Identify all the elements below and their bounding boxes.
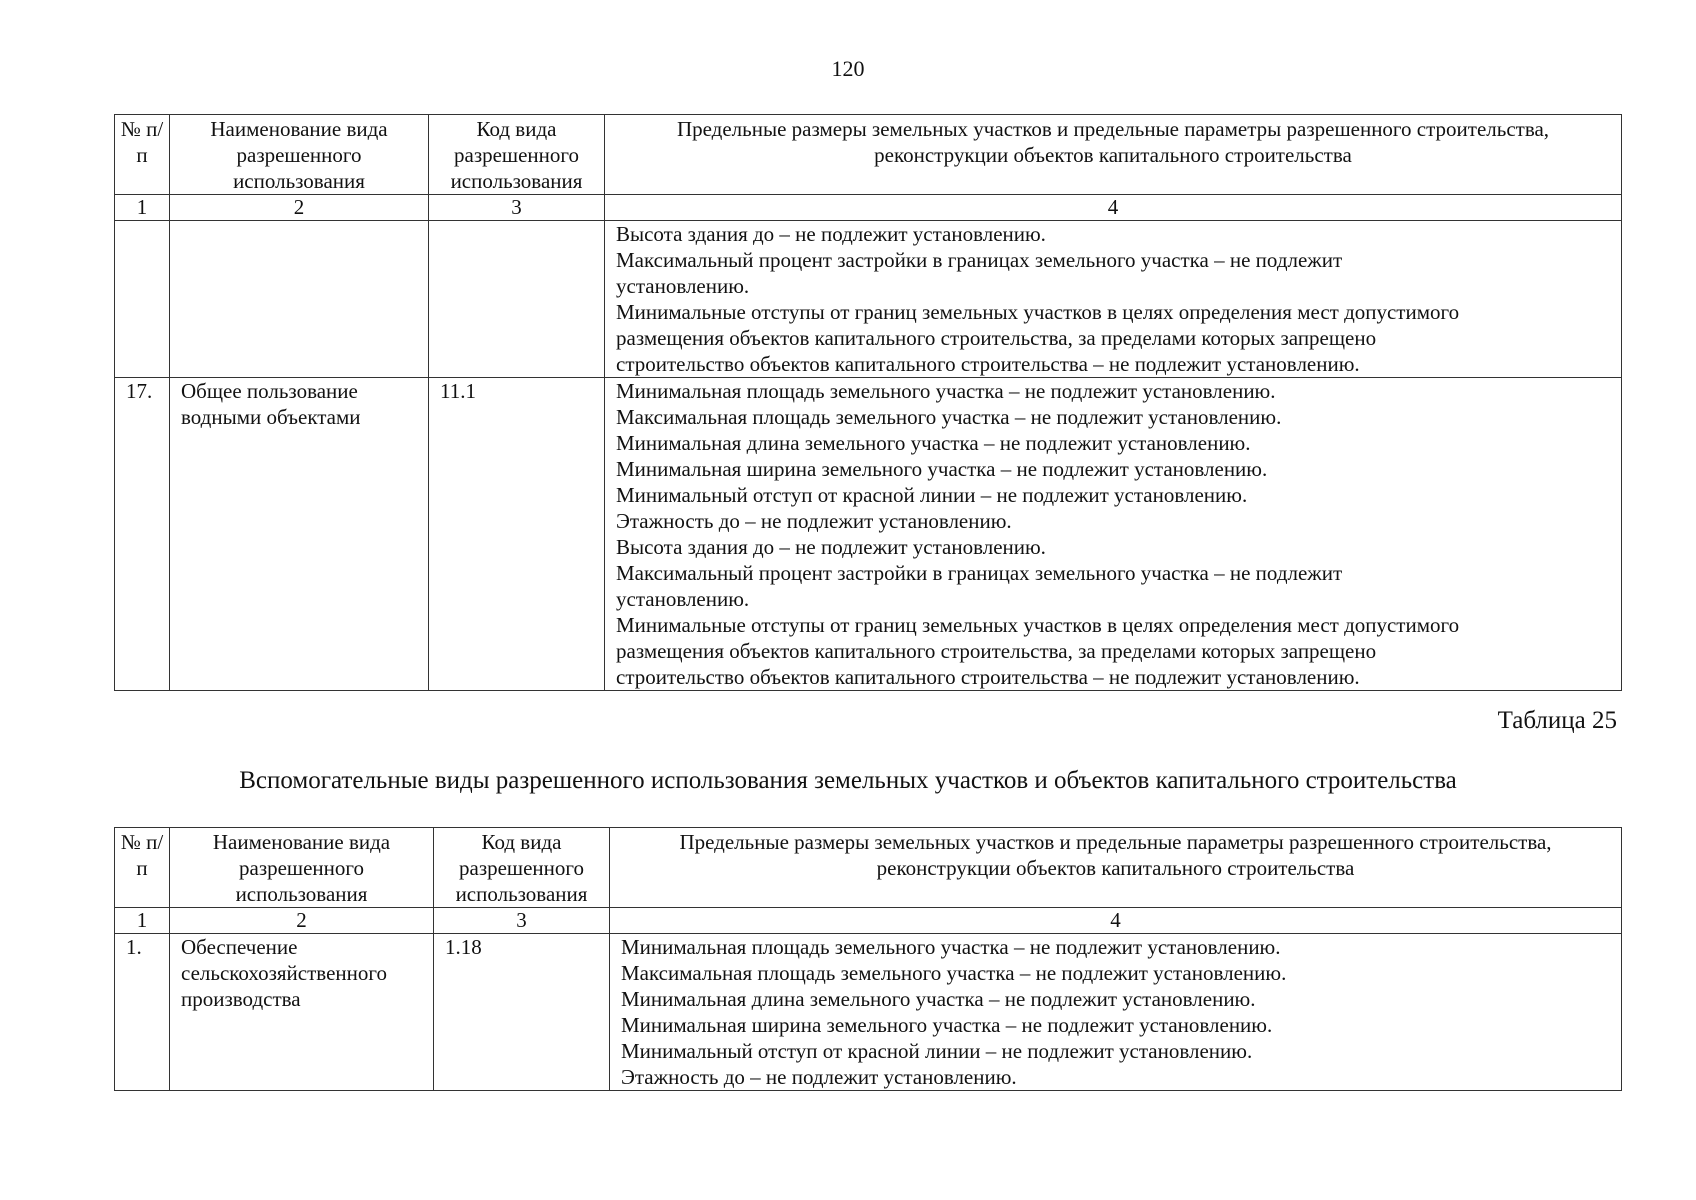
page-number: 120 bbox=[831, 56, 865, 81]
parameter-line: размещения объектов капитального строительства, за пределами которых запрещено bbox=[616, 639, 1377, 663]
header-use-name: Наименование вида разрешенного использования bbox=[170, 115, 429, 195]
parameter-line: Минимальная ширина земельного участка – не подлежит установлению. bbox=[621, 1013, 1273, 1037]
table-header-row bbox=[115, 828, 1622, 908]
parameter-line: Минимальная площадь земельного участка – не подлежит установлению. bbox=[621, 935, 1281, 959]
parameter-line: Минимальный отступ от красной линии – не подлежит установлению. bbox=[621, 1039, 1253, 1063]
parameter-line: Высота здания до – не подлежит установлению. bbox=[616, 222, 1046, 246]
parameter-line: Минимальная площадь земельного участка – не подлежит установлению. bbox=[616, 379, 1276, 403]
row-use-name: Общее пользование водными объектами bbox=[170, 378, 429, 691]
parameter-line: Этажность до – не подлежит установлению. bbox=[621, 1065, 1017, 1089]
header-number: № п/п bbox=[115, 828, 170, 908]
table-row bbox=[115, 378, 1622, 691]
table-header-row bbox=[115, 115, 1622, 195]
auxiliary-use-table bbox=[114, 827, 1622, 1091]
parameter-line: строительство объектов капитального строительства – не подлежит установлению. bbox=[616, 352, 1360, 376]
column-number: 3 bbox=[434, 908, 610, 934]
header-parameters: Предельные размеры земельных участков и предельные параметры разрешенного строительства, реконструкции объектов капитального строительства bbox=[605, 115, 1622, 195]
row-number: 17. bbox=[115, 378, 170, 691]
parameter-line: Максимальный процент застройки в границах земельного участка – не подлежит bbox=[616, 248, 1343, 272]
column-number-row bbox=[115, 908, 1622, 934]
table-row bbox=[115, 934, 1622, 1091]
row-number bbox=[115, 221, 170, 378]
header-number: № п/п bbox=[115, 115, 170, 195]
row-parameters bbox=[610, 934, 1622, 1091]
column-number: 2 bbox=[170, 908, 434, 934]
header-use-code: Код вида разрешенного использования bbox=[429, 115, 605, 195]
parameter-line: Максимальная площадь земельного участка – не подлежит установлению. bbox=[621, 961, 1287, 985]
parameter-line: строительство объектов капитального строительства – не подлежит установлению. bbox=[616, 665, 1360, 689]
parameter-line: Минимальная длина земельного участка – не подлежит установлению. bbox=[616, 431, 1251, 455]
row-parameters bbox=[605, 378, 1622, 691]
column-number: 1 bbox=[115, 908, 170, 934]
table-label: Таблица 25 bbox=[1497, 707, 1617, 734]
row-parameters bbox=[605, 221, 1622, 378]
table-row bbox=[115, 221, 1622, 378]
row-use-code: 11.1 bbox=[429, 378, 605, 691]
parameter-line: установлению. bbox=[616, 587, 750, 611]
parameter-line: Минимальная длина земельного участка – не подлежит установлению. bbox=[621, 987, 1256, 1011]
row-use-code: 1.18 bbox=[434, 934, 610, 1091]
column-number: 3 bbox=[429, 195, 605, 221]
parameter-line: установлению. bbox=[616, 274, 750, 298]
row-number: 1. bbox=[115, 934, 170, 1091]
column-number: 1 bbox=[115, 195, 170, 221]
parameter-line: Минимальный отступ от красной линии – не подлежит установлению. bbox=[616, 483, 1248, 507]
row-use-name bbox=[170, 221, 429, 378]
column-number: 2 bbox=[170, 195, 429, 221]
parameter-line: Этажность до – не подлежит установлению. bbox=[616, 509, 1012, 533]
parameter-line: Максимальный процент застройки в границах земельного участка – не подлежит bbox=[616, 561, 1343, 585]
permitted-use-table-continued bbox=[114, 114, 1622, 691]
parameter-line: Максимальная площадь земельного участка – не подлежит установлению. bbox=[616, 405, 1282, 429]
row-use-name: Обеспечение сельскохозяйственного производства bbox=[170, 934, 434, 1091]
column-number: 4 bbox=[610, 908, 1622, 934]
column-number: 4 bbox=[605, 195, 1622, 221]
header-parameters: Предельные размеры земельных участков и предельные параметры разрешенного строительства, реконструкции объектов капитального строительства bbox=[610, 828, 1622, 908]
column-number-row bbox=[115, 195, 1622, 221]
parameter-line: Высота здания до – не подлежит установлению. bbox=[616, 535, 1046, 559]
parameter-line: Минимальная ширина земельного участка – не подлежит установлению. bbox=[616, 457, 1268, 481]
table-title: Вспомогательные виды разрешенного использования земельных участков и объектов капитального строительства bbox=[239, 767, 1457, 794]
parameter-line: Минимальные отступы от границ земельных участков в целях определения мест допустимого bbox=[616, 613, 1460, 637]
parameter-line: размещения объектов капитального строительства, за пределами которых запрещено bbox=[616, 326, 1377, 350]
header-use-name: Наименование вида разрешенного использования bbox=[170, 828, 434, 908]
header-use-code: Код вида разрешенного использования bbox=[434, 828, 610, 908]
parameter-line: Минимальные отступы от границ земельных участков в целях определения мест допустимого bbox=[616, 300, 1460, 324]
row-use-code bbox=[429, 221, 605, 378]
